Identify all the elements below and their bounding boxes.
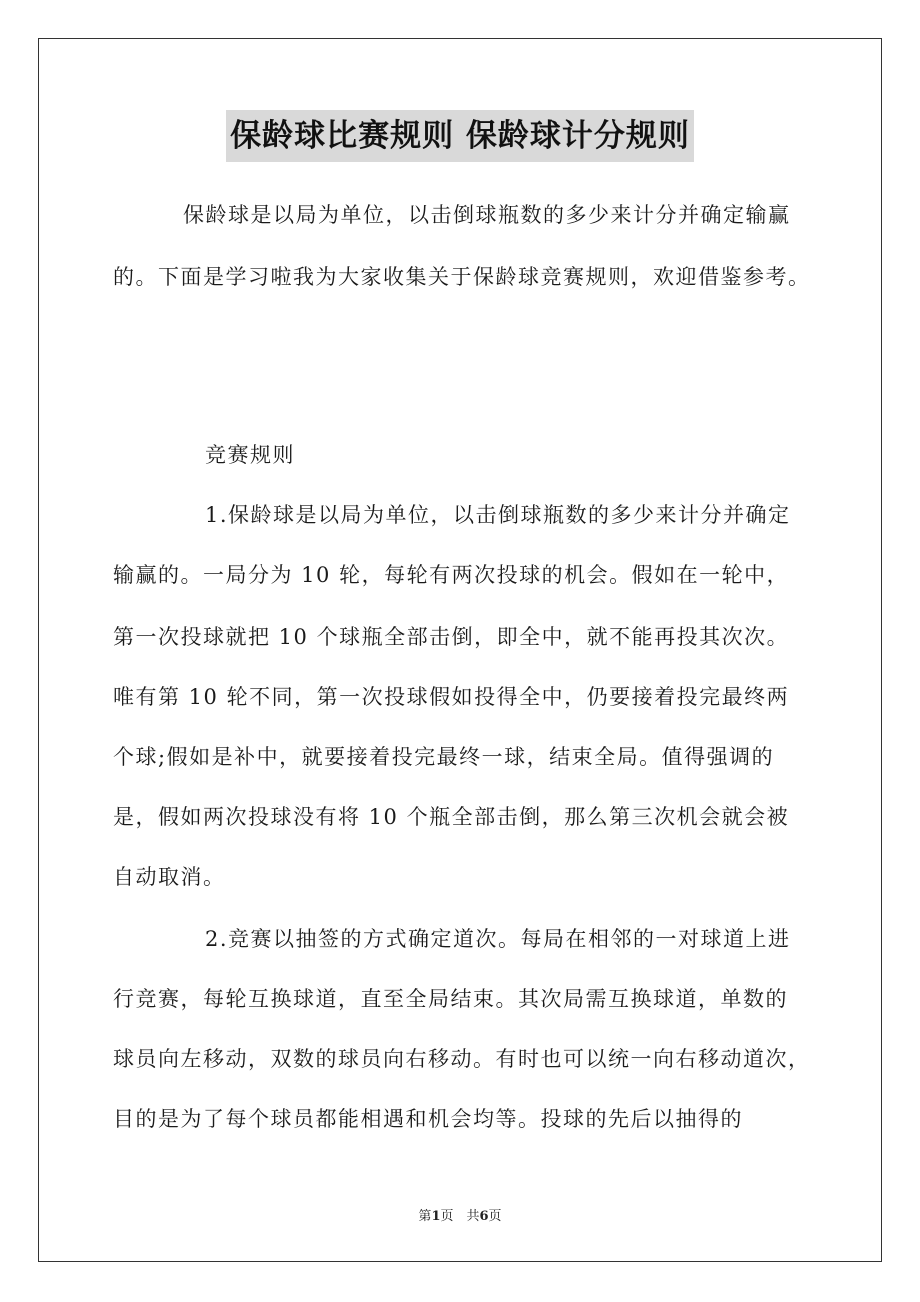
rule1-line-6: 是，假如两次投球没有将 10 个瓶全部击倒，那么第三次机会就会被 [113,805,790,829]
footer-mid: 页 共 [440,1209,480,1224]
document-title: 保龄球比赛规则 保龄球计分规则 [226,110,694,162]
footer-suffix: 页 [488,1209,502,1224]
rule1-line-1: 1.保龄球是以局为单位，以击倒球瓶数的多少来计分并确定 [205,503,791,527]
rule1-line-7: 自动取消。 [113,865,226,889]
rule2-line-4: 目的是为了每个球员都能相遇和机会均等。投球的先后以抽得的 [113,1107,743,1131]
footer-page-number: 1 [431,1209,441,1224]
footer-prefix: 第 [418,1209,432,1224]
rule1-line-3: 第一次投球就把 10 个球瓶全部击倒，即全中，就不能再投其次次。 [113,625,790,649]
section-heading: 竞赛规则 [205,443,295,467]
rule1-line-5: 个球;假如是补中，就要接着投完最终一球，结束全局。值得强调的 [113,745,775,769]
rule1-line-2: 输赢的。一局分为 10 轮，每轮有两次投球的机会。假如在一轮中， [113,563,790,587]
title-container [0,110,920,162]
footer-total-pages: 6 [479,1209,489,1224]
rule2-line-2: 行竞赛，每轮互换球道，直至全局结束。其次局需互换球道，单数的 [113,987,788,1011]
rule1-line-4: 唯有第 10 轮不同，第一次投球假如投得全中，仍要接着投完最终两 [113,685,790,709]
page-footer [0,1208,920,1226]
intro-line-2: 的。下面是学习啦我为大家收集关于保龄球竞赛规则，欢迎借鉴参考。 [113,265,811,289]
rule2-line-1: 2.竞赛以抽签的方式确定道次。每局在相邻的一对球道上进 [205,927,791,951]
intro-line-1: 保龄球是以局为单位，以击倒球瓶数的多少来计分并确定输赢 [183,203,791,227]
rule2-line-3: 球员向左移动，双数的球员向右移动。有时也可以统一向右移动道次， [113,1047,811,1071]
